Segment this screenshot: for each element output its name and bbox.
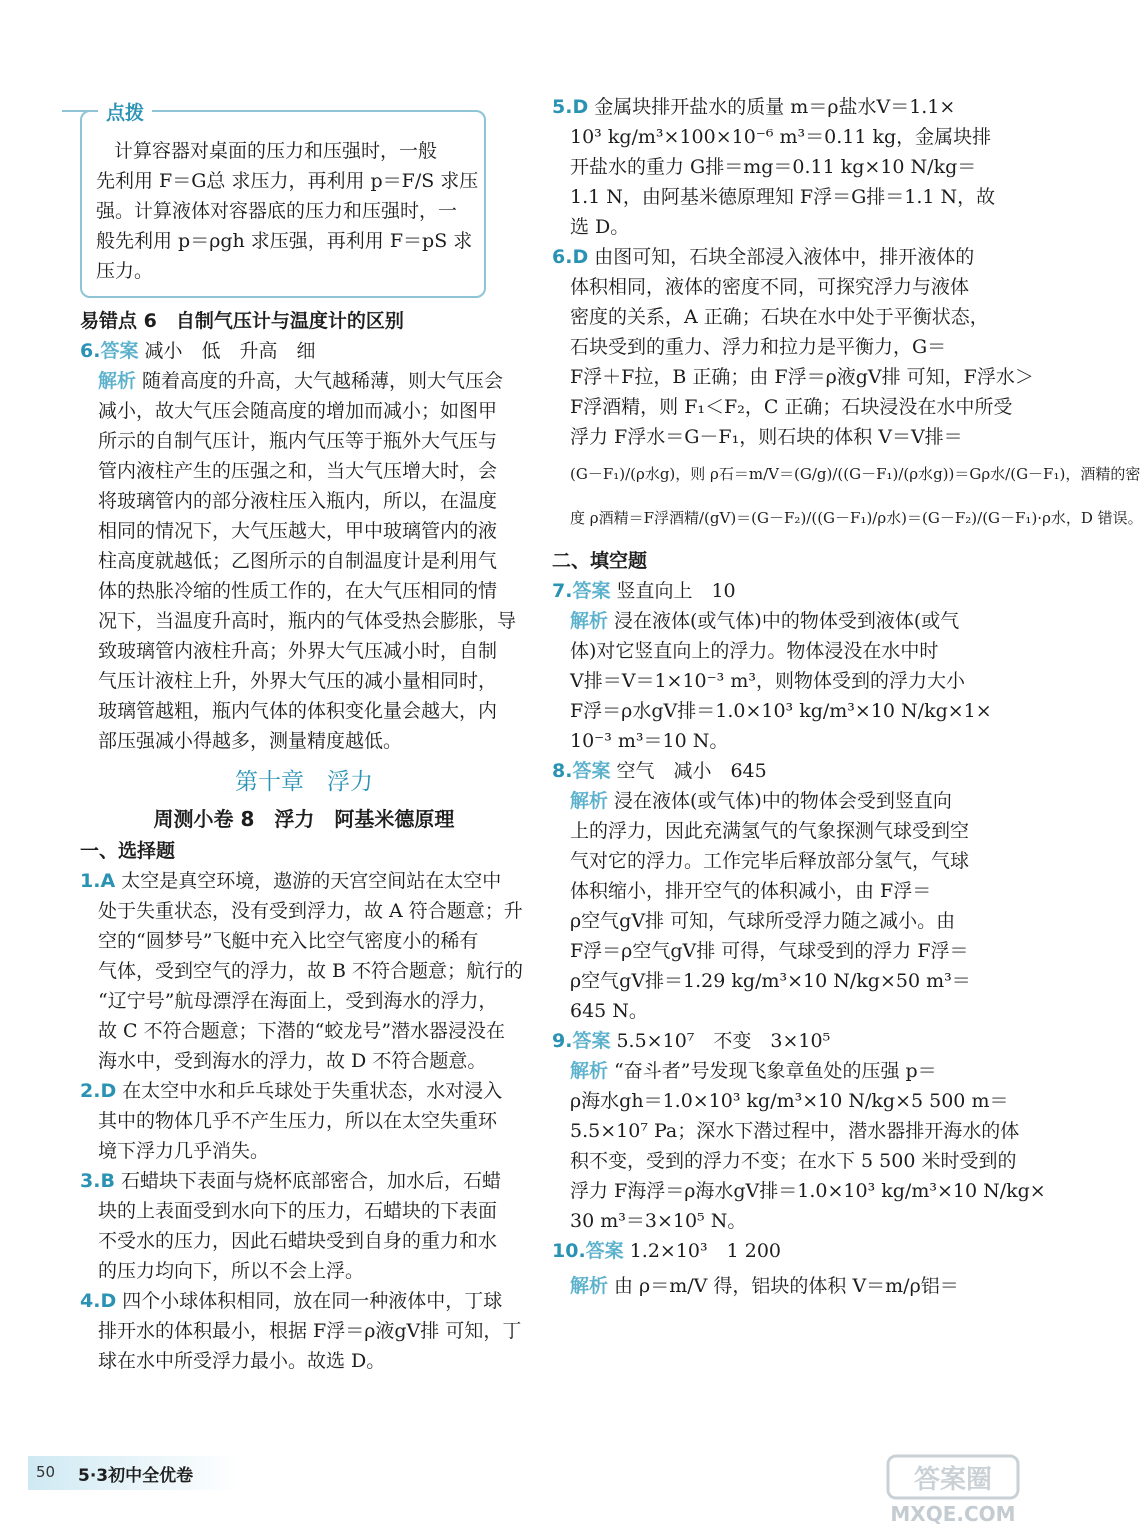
tip-box [80, 102, 486, 298]
q7-answer: 竖直向上 10 [616, 580, 736, 602]
q6-text: 由图可知，石块全部浸入液体中，排开液体的 [594, 246, 975, 268]
q6-formula-line: (G－F₁)/(ρ水g)，则 ρ石＝m/V＝(G/g)/((G－F₁)/(ρ水g))＝Gρ水/(G－F₁)，酒精的密 [570, 465, 1141, 483]
q6-number: 6. [80, 340, 101, 362]
q6-line [552, 242, 992, 272]
section-heading-fill: 二、填空题 [552, 550, 648, 572]
q10-answer: 1.2×10³ 1 200 [629, 1240, 782, 1262]
tip-line: 计算容器对桌面的压力和压强时，一般 [114, 140, 438, 162]
q8-number: 8. [552, 760, 573, 782]
tip-line: 压力。 [96, 260, 154, 282]
answer-tag: 答案 [572, 760, 611, 782]
analysis-line: 致玻璃管内液柱升高；外界大气压减小时，自制 [98, 640, 498, 662]
section-heading-choice: 一、选择题 [80, 840, 176, 862]
q1-line: “辽宁号”航母漂浮在海面上，受到海水的浮力， [98, 990, 498, 1012]
q2-line: 其中的物体几乎不产生压力，所以在太空失重环 [98, 1110, 498, 1132]
q9-number: 9. [552, 1030, 573, 1052]
watermark [878, 1452, 1028, 1528]
q5-text: 金属块排开盐水的质量 m＝ρ盐水V＝1.1× [594, 96, 956, 118]
q6-formula-line: 度 ρ酒精＝F浮酒精/(gV)＝(G－F₂)/((G－F₁)/ρ水)＝(G－F₂)/(G－F₁)·ρ水，D 错误。 [570, 509, 1143, 527]
q4-text: 四个小球体积相同，放在同一种液体中，丁球 [122, 1290, 503, 1312]
analysis-line: ρ空气gV排＝1.29 kg/m³×10 N/kg×50 m³＝ [570, 970, 971, 992]
q7-analysis-line [552, 606, 992, 636]
q2-text: 在太空中水和乒乓球处于失重状态，水对浸入 [122, 1080, 503, 1102]
q2-line: 境下浮力几乎消失。 [98, 1140, 270, 1162]
analysis-tag: 解析 [570, 1060, 609, 1082]
q9-answer: 5.5×10⁷ 不变 3×10⁵ [616, 1030, 831, 1052]
page-number: 50 [36, 1463, 56, 1481]
analysis-line: 5.5×10⁷ Pa；深水下潜过程中，潜水器排开海水的体 [570, 1120, 1020, 1142]
q7-number: 7. [552, 580, 573, 602]
q9-answer-line [552, 1026, 992, 1056]
q7-answer-line [552, 576, 992, 606]
q4-line: 排开水的体积最小，根据 F浮＝ρ液gV排 可知，丁 [98, 1320, 522, 1342]
analysis-line: 玻璃管越粗，瓶内气体的体积变化量会越大，内 [98, 700, 498, 722]
q3-text: 石蜡块下表面与烧杯底部密合，加水后，石蜡 [120, 1170, 501, 1192]
analysis-line: 积不变，受到的浮力不变；在水下 5 500 米时受到的 [570, 1150, 1017, 1172]
analysis-line: 所示的自制气压计，瓶内气压等于瓶外大气压与 [98, 430, 498, 452]
analysis-line: 将玻璃管内的部分液柱压入瓶内，所以，在温度 [98, 490, 498, 512]
page-footer [28, 1456, 238, 1490]
watermark-text: MXQE.COM [890, 1502, 1016, 1526]
q3-line [80, 1166, 528, 1196]
q2-number: 2.D [80, 1080, 117, 1102]
q1-line: 处于失重状态，没有受到浮力，故 A 符合题意；升 [98, 900, 523, 922]
q1-number: 1.A [80, 870, 116, 892]
left-column [80, 92, 528, 1376]
q6-line: F浮酒精，则 F₁＜F₂，C 正确；石块浸没在水中所受 [570, 396, 1013, 418]
q3-line: 不受水的压力，因此石蜡块受到自身的重力和水 [98, 1230, 498, 1252]
q9-analysis-line [552, 1056, 992, 1086]
analysis-text: 由 ρ＝m/V 得，铝块的体积 V＝m/ρ铝＝ [614, 1275, 959, 1297]
analysis-line: V排＝V＝1×10⁻³ m³，则物体受到的浮力大小 [570, 670, 965, 692]
answer-tag: 答案 [572, 1030, 611, 1052]
analysis-line: 气压计液柱上升，外界大气压的减小量相同时， [98, 670, 498, 692]
q6-number: 6.D [552, 246, 589, 268]
q3-number: 3.B [80, 1170, 115, 1192]
q8-answer: 空气 减小 645 [616, 760, 767, 782]
analysis-line: 30 m³＝3×10⁵ N。 [570, 1210, 747, 1232]
analysis-line: 体积缩小，排开空气的体积减小，由 F浮＝ [570, 880, 932, 902]
q6-line: 石块受到的重力、浮力和拉力是平衡力，G＝ [570, 336, 947, 358]
analysis-line: 浮力 F海浮＝ρ海水gV排＝1.0×10³ kg/m³×10 N/kg× [570, 1180, 1046, 1202]
q6-line: 体积相同，液体的密度不同，可探究浮力与液体 [570, 276, 970, 298]
analysis-tag: 解析 [570, 790, 609, 812]
analysis-tag: 解析 [570, 1275, 609, 1297]
watermark-logo-icon [878, 1452, 1028, 1502]
q10-number: 10. [552, 1240, 586, 1262]
q5-line: 选 D。 [570, 216, 630, 238]
tip-line: 强。计算液体对容器底的压力和压强时，一 [96, 200, 458, 222]
analysis-line: 柱高度就越低；乙图所示的自制温度计是利用气 [98, 550, 498, 572]
q6-answer-line [80, 336, 528, 366]
analysis-line: F浮＝ρ水gV排＝1.0×10³ kg/m³×10 N/kg×1× [570, 700, 992, 722]
q6-analysis-line [80, 366, 528, 396]
error-point-heading: 易错点 6 自制气压计与温度计的区别 [80, 310, 404, 332]
q1-line [80, 866, 528, 896]
q5-line: 1.1 N，由阿基米德原理知 F浮＝G排＝1.1 N，故 [570, 186, 996, 208]
q8-answer-line [552, 756, 992, 786]
q5-number: 5.D [552, 96, 589, 118]
right-column [552, 92, 1143, 1306]
q10-analysis-line [552, 1266, 992, 1306]
q5-line: 开盐水的重力 G排＝mg＝0.11 kg×10 N/kg＝ [570, 156, 977, 178]
q4-line: 球在水中所受浮力最小。故选 D。 [98, 1350, 386, 1372]
q3-line: 的压力均向下，所以不会上浮。 [98, 1260, 365, 1282]
answer-tag: 答案 [585, 1240, 624, 1262]
answer-tag: 答案 [572, 580, 611, 602]
analysis-text: 浸在液体(或气体)中的物体受到液体(或气 [614, 610, 960, 632]
q5-line [552, 92, 992, 122]
q1-line: 故 C 不符合题意；下潜的“蛟龙号”潜水器浸没在 [98, 1020, 506, 1042]
q8-analysis-line [552, 786, 992, 816]
tip-line: 般先利用 p＝ρgh 求压强，再利用 F＝pS 求 [96, 230, 473, 252]
q4-line [80, 1286, 528, 1316]
analysis-line: 部压强减小得越多，测量精度越低。 [98, 730, 403, 752]
q10-answer-line [552, 1236, 992, 1266]
q1-text: 太空是真空环境，遨游的天宫空间站在太空中 [121, 870, 502, 892]
quiz-title: 周测小卷 8 浮力 阿基米德原理 [153, 807, 455, 831]
analysis-text: 随着高度的升高，大气越稀薄，则大气压会 [142, 370, 504, 392]
tip-title: 点拨 [98, 98, 152, 125]
q6-line: 浮力 F浮水＝G－F₁，则石块的体积 V＝V排＝ [570, 426, 963, 448]
analysis-tag: 解析 [98, 370, 137, 392]
q4-number: 4.D [80, 1290, 117, 1312]
q1-line: 空的“圆梦号”飞艇中充入比空气密度小的稀有 [98, 930, 479, 952]
analysis-line: 相同的情况下，大气压越大，甲中玻璃管内的液 [98, 520, 498, 542]
analysis-line: ρ海水gh＝1.0×10³ kg/m³×10 N/kg×5 500 m＝ [570, 1090, 1009, 1112]
q6-line: F浮＋F拉，B 正确；由 F浮＝ρ液gV排 可知，F浮水＞ [570, 366, 1034, 388]
q1-line: 海水中，受到海水的浮力，故 D 不符合题意。 [98, 1050, 487, 1072]
analysis-tag: 解析 [570, 610, 609, 632]
q6-line: 密度的关系，A 正确；石块在水中处于平衡状态， [570, 306, 989, 328]
watermark-logo-text: 答案圈 [913, 1465, 993, 1495]
q5-line: 10³ kg/m³×100×10⁻⁶ m³＝0.11 kg，金属块排 [570, 126, 992, 148]
tip-line: 先利用 F＝G总 求压力，再利用 p＝F/S 求压 [96, 170, 479, 192]
analysis-line: 况下，当温度升高时，瓶内的气体受热会膨胀，导 [98, 610, 517, 632]
analysis-line: ρ空气gV排 可知，气球所受浮力随之减小。由 [570, 910, 956, 932]
analysis-line: 气对它的浮力。工作完毕后释放部分氢气，气球 [570, 850, 970, 872]
book-name: 5·3初中全优卷 [78, 1466, 194, 1486]
analysis-line: 体的热胀冷缩的性质工作的，在大气压相同的情 [98, 580, 498, 602]
analysis-line: 上的浮力，因此充满氢气的气象探测气球受到空 [570, 820, 970, 842]
analysis-line: 10⁻³ m³＝10 N。 [570, 730, 729, 752]
analysis-text: “奋斗者”号发现飞象章鱼处的压强 p＝ [614, 1060, 937, 1082]
answer-tag: 答案 [100, 340, 139, 362]
chapter-title: 第十章 浮力 [235, 769, 373, 795]
analysis-line: F浮＝ρ空气gV排 可得，气球受到的浮力 F浮＝ [570, 940, 969, 962]
q2-line [80, 1076, 528, 1106]
analysis-line: 体)对它竖直向上的浮力。物体浸没在水中时 [570, 640, 939, 662]
analysis-line: 管内液柱产生的压强之和，当大气压增大时，会 [98, 460, 498, 482]
q1-line: 气体，受到空气的浮力，故 B 不符合题意；航行的 [98, 960, 524, 982]
analysis-text: 浸在液体(或气体)中的物体会受到竖直向 [614, 790, 952, 812]
q3-line: 块的上表面受到水向下的压力，石蜡块的下表面 [98, 1200, 498, 1222]
analysis-line: 减小，故大气压会随高度的增加而减小；如图甲 [98, 400, 498, 422]
analysis-line: 645 N。 [570, 1000, 648, 1022]
q6-answer: 减小 低 升高 细 [144, 340, 316, 362]
